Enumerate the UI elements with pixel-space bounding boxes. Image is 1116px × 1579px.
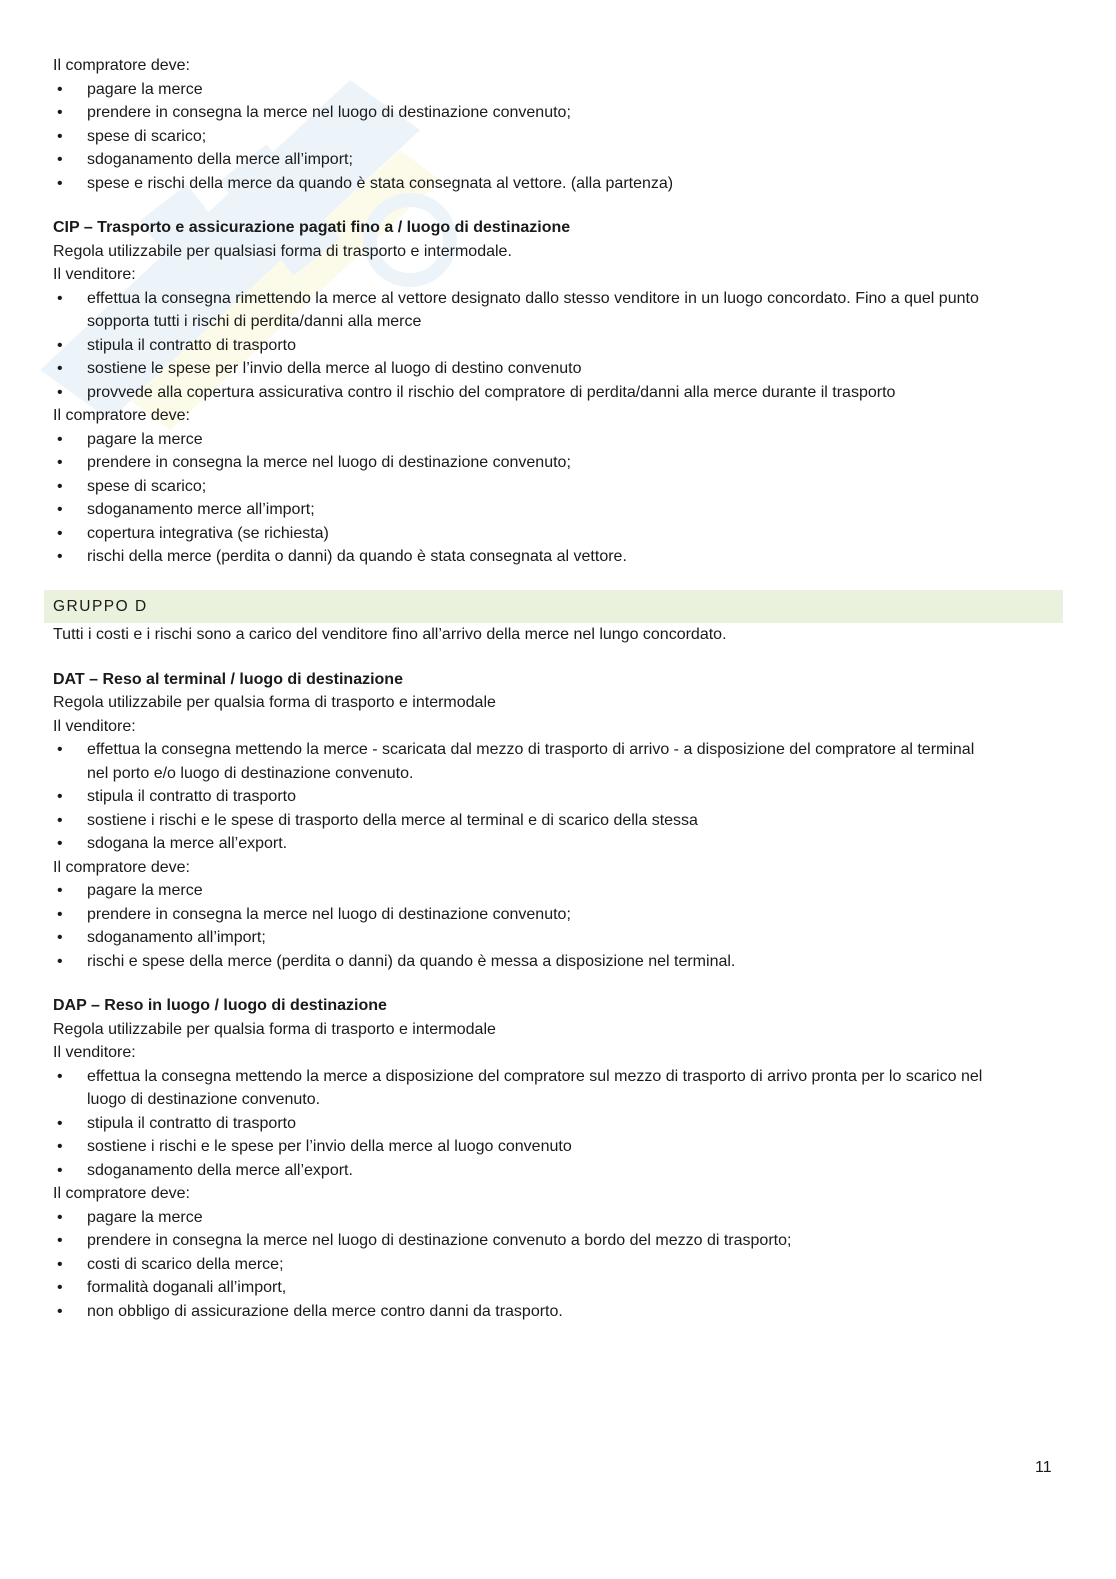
list-item: • prendere in consegna la merce nel luogo di destinazione convenuto a bordo del mezzo di trasporto;	[53, 1229, 1063, 1253]
seller-list	[53, 1065, 1063, 1183]
list-item: • spese di scarico;	[53, 475, 1063, 499]
list-item-line: • effettua la consegna rimettendo la merce al vettore designato dallo stesso venditore in un luogo concordato. Fino a quel punto	[87, 289, 979, 307]
group-heading: GRUPPO D	[44, 590, 1063, 624]
list-item: • sdoganamento all’import;	[53, 926, 1063, 950]
seller-list	[53, 287, 1063, 405]
list-item-line: sopporta tutti i rischi di perdita/danni alla merce	[87, 313, 422, 330]
list-item: • sostiene le spese per l’invio della merce al luogo di destino convenuto	[53, 357, 1063, 381]
page-number: 11	[1035, 1459, 1052, 1476]
group-description: Tutti i costi e i rischi sono a carico del venditore fino all’arrivo della merce nel lungo concordato.	[53, 626, 727, 643]
list-item: • prendere in consegna la merce nel luogo di destinazione convenuto;	[53, 903, 1063, 927]
list-item: • sdoganamento della merce all’import;	[53, 148, 1063, 172]
buyer-list	[53, 428, 1063, 569]
list-item: • formalità doganali all’import,	[53, 1276, 1063, 1300]
rule-text: Regola utilizzabile per qualsia forma di trasporto e intermodale	[53, 1020, 496, 1038]
list-item-line: nel porto e/o luogo di destinazione convenuto.	[87, 764, 414, 782]
list-item: • stipula il contratto di trasporto	[53, 1112, 1063, 1136]
list-item: • sostiene i rischi e le spese per l’invio della merce al luogo convenuto	[53, 1135, 1063, 1159]
list-item: • pagare la merce	[53, 78, 1063, 102]
section-title-cip: CIP – Trasporto e assicurazione pagati fino a / luogo di destinazione	[53, 219, 571, 236]
buyer-list	[53, 879, 1063, 973]
document-body	[53, 54, 1063, 1323]
list-item-line: • effettua la consegna mettendo la merce a disposizione del compratore sul mezzo di trasporto di arrivo pronta per lo scarico nel	[87, 1067, 983, 1085]
list-item: • rischi della merce (perdita o danni) da quando è stata consegnata al vettore.	[53, 545, 1063, 569]
buyer-label: Il compratore deve:	[53, 1185, 190, 1202]
list-item: • spese di scarico;	[53, 125, 1063, 149]
list-item-line: • effettua la consegna mettendo la merce - scaricata dal mezzo di trasporto di arrivo - a disposizione del compratore al terminal	[87, 741, 975, 758]
seller-list	[53, 738, 1063, 856]
list-item: • stipula il contratto di trasporto	[53, 785, 1063, 809]
list-item: • sdogana la merce all’export.	[53, 832, 1063, 856]
list-item	[53, 1065, 1063, 1112]
list-item: • costi di scarico della merce;	[53, 1253, 1063, 1277]
list-item: • copertura integrativa (se richiesta)	[53, 522, 1063, 546]
list-item	[53, 287, 1063, 334]
list-item: • non obbligo di assicurazione della merce contro danni da trasporto.	[53, 1300, 1063, 1324]
list-item: • sdoganamento della merce all’export.	[53, 1159, 1063, 1183]
list-item	[53, 738, 1063, 785]
seller-label: Il venditore:	[53, 1044, 136, 1061]
list-item: • prendere in consegna la merce nel luogo di destinazione convenuto;	[53, 101, 1063, 125]
list-item: • pagare la merce	[53, 879, 1063, 903]
seller-label: Il venditore:	[53, 266, 136, 283]
buyer-label: Il compratore deve:	[53, 407, 190, 424]
rule-text: Regola utilizzabile per qualsia forma di trasporto e intermodale	[53, 694, 496, 711]
buyer-list	[53, 1206, 1063, 1324]
list-item: • sdoganamento merce all’import;	[53, 498, 1063, 522]
section-title-dat: DAT – Reso al terminal / luogo di destinazione	[53, 670, 403, 688]
buyer-label: Il compratore deve:	[53, 57, 190, 74]
list-item-line: luogo di destinazione convenuto.	[87, 1091, 321, 1108]
list-item: • sostiene i rischi e le spese di trasporto della merce al terminal e di scarico della stessa	[53, 809, 1063, 833]
list-item: • stipula il contratto di trasporto	[53, 334, 1063, 358]
buyer-list	[53, 78, 1063, 196]
rule-text: Regola utilizzabile per qualsiasi forma di trasporto e intermodale.	[53, 242, 512, 260]
list-item: • provvede alla copertura assicurativa contro il rischio del compratore di perdita/danni alla merce durante il trasporto	[53, 381, 1063, 405]
list-item: • rischi e spese della merce (perdita o danni) da quando è messa a disposizione nel terminal.	[53, 950, 1063, 974]
list-item: • prendere in consegna la merce nel luogo di destinazione convenuto;	[53, 451, 1063, 475]
section-title-dap: DAP – Reso in luogo / luogo di destinazione	[53, 997, 387, 1014]
buyer-label: Il compratore deve:	[53, 858, 190, 876]
list-item: • pagare la merce	[53, 428, 1063, 452]
list-item: • pagare la merce	[53, 1206, 1063, 1230]
seller-label: Il venditore:	[53, 717, 136, 735]
list-item: • spese e rischi della merce da quando è stata consegnata al vettore. (alla partenza)	[53, 172, 1063, 196]
